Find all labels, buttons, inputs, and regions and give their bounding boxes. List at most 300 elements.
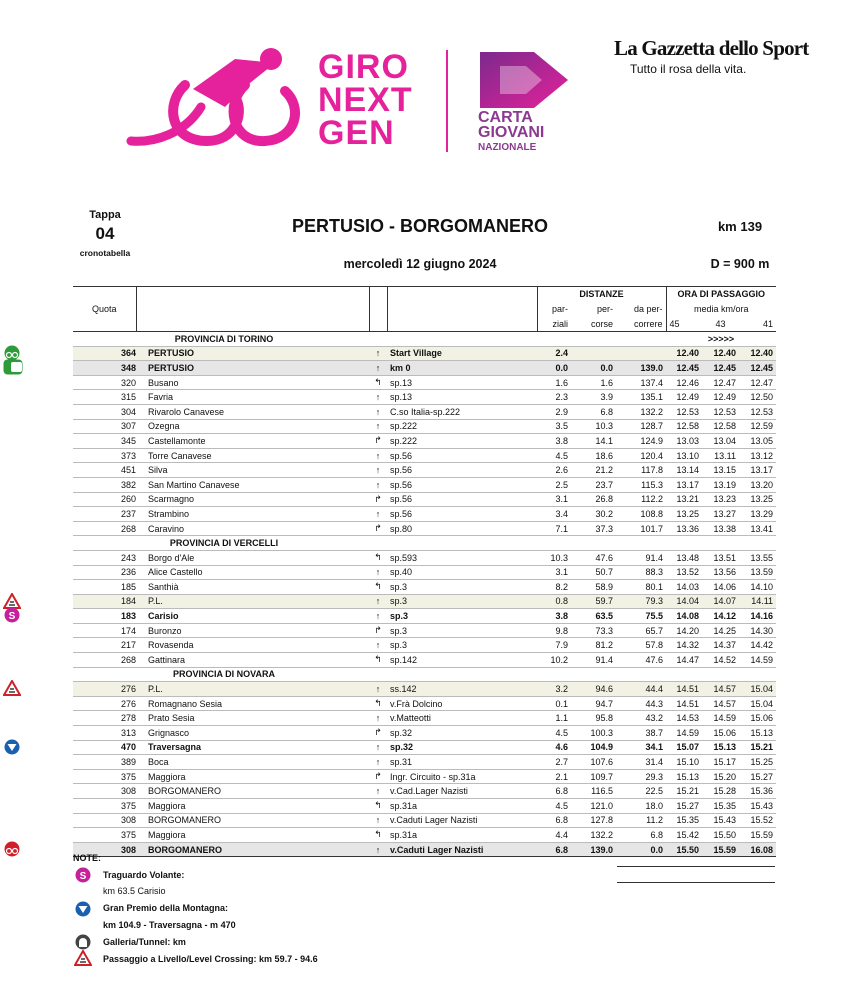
dist-partial: 3.8 [537, 609, 571, 624]
direction-arrow-icon: ↰ [369, 653, 387, 668]
stage-badge [60, 209, 150, 258]
road-name: sp.56 [387, 507, 537, 522]
direction-arrow-icon: ↱ [369, 623, 387, 638]
time-43: 14.06 [702, 580, 739, 595]
gpm-icon [3, 739, 21, 757]
dist-remaining: 137.4 [616, 375, 666, 390]
time-41: 14.30 [739, 623, 776, 638]
time-45: 13.10 [666, 448, 702, 463]
time-41: 15.52 [739, 813, 776, 828]
dist-remaining [616, 346, 666, 361]
time-43: 13.56 [702, 565, 739, 580]
dist-covered: 81.2 [571, 638, 616, 653]
location-name: Rivarolo Canavese [136, 404, 369, 419]
altitude: 308 [120, 815, 136, 826]
road-name: sp.32 [387, 740, 537, 755]
altitude: 174 [120, 625, 136, 636]
province-row [73, 536, 776, 551]
time-45: 13.21 [666, 492, 702, 507]
time-41: 15.13 [739, 726, 776, 741]
note-rule-2 [617, 882, 775, 883]
location-name: Maggiora [136, 769, 369, 784]
dist-remaining: 6.8 [616, 828, 666, 843]
time-43: 12.45 [702, 361, 739, 376]
province-name: PROVINCIA DI NOVARA [136, 667, 369, 682]
dist-remaining: 65.7 [616, 623, 666, 638]
time-41: 12.45 [739, 361, 776, 376]
time-43: 13.11 [702, 448, 739, 463]
dist-covered: 109.7 [571, 769, 616, 784]
table-header-row-1 [73, 287, 776, 302]
note-sprint-detail: km 63.5 Carisio [103, 886, 166, 896]
time-43: 15.06 [702, 726, 739, 741]
dist-partial: 10.3 [537, 550, 571, 565]
time-41: 12.47 [739, 375, 776, 390]
stage-elevation: D = 900 m [710, 257, 770, 271]
dist-covered: 30.2 [571, 507, 616, 522]
table-row [73, 580, 776, 595]
dist-partial: 4.4 [537, 828, 571, 843]
table-row [73, 696, 776, 711]
time-41: 14.11 [739, 594, 776, 609]
time-43: 14.57 [702, 696, 739, 711]
dist-remaining: 101.7 [616, 521, 666, 536]
giro-word-3: GEN [318, 114, 395, 152]
location-name: BORGOMANERO [136, 784, 369, 799]
km0-icon [3, 359, 23, 377]
time-41: 13.25 [739, 492, 776, 507]
dist-remaining: 57.8 [616, 638, 666, 653]
time-43: 13.19 [702, 477, 739, 492]
direction-arrow-icon: ↑ [369, 711, 387, 726]
location-name: Santhià [136, 580, 369, 595]
time-43: 12.53 [702, 404, 739, 419]
dist-covered: 121.0 [571, 799, 616, 814]
dist-remaining: 29.3 [616, 769, 666, 784]
dist-partial: 0.8 [537, 594, 571, 609]
time-43: 14.25 [702, 623, 739, 638]
sprint-icon [3, 607, 21, 625]
altitude: 217 [120, 640, 136, 651]
altitude: 375 [120, 771, 136, 782]
location-name: Gattinara [136, 653, 369, 668]
dist-remaining: 44.4 [616, 682, 666, 697]
time-45: 12.45 [666, 361, 702, 376]
time-45: 14.51 [666, 682, 702, 697]
dist-covered: 63.5 [571, 609, 616, 624]
location-name: Alice Castello [136, 565, 369, 580]
dist-covered: 59.7 [571, 594, 616, 609]
dist-bot-0: ziali [537, 317, 571, 332]
table-row [73, 813, 776, 828]
time-45: 15.21 [666, 784, 702, 799]
time-41: 14.16 [739, 609, 776, 624]
location-name: BORGOMANERO [136, 813, 369, 828]
location-name: P.L. [136, 682, 369, 697]
dist-remaining: 31.4 [616, 755, 666, 770]
time-43: 14.07 [702, 594, 739, 609]
altitude: 276 [120, 698, 136, 709]
province-name: PROVINCIA DI TORINO [136, 332, 369, 347]
dist-covered: 1.6 [571, 375, 616, 390]
road-name: sp.31a [387, 828, 537, 843]
table-row [73, 609, 776, 624]
location-name: Busano [136, 375, 369, 390]
distanze-header: DISTANZE [537, 287, 666, 302]
giro-word-1: GIRO [318, 48, 409, 86]
time-43: 15.17 [702, 755, 739, 770]
time-45: 14.03 [666, 580, 702, 595]
dist-covered: 127.8 [571, 813, 616, 828]
carta-line-2: GIOVANI [478, 124, 545, 141]
carta-giovani-logo-icon [478, 50, 570, 108]
altitude: 315 [120, 392, 136, 403]
direction-arrow-icon: ↑ [369, 419, 387, 434]
table-row [73, 477, 776, 492]
dist-remaining: 139.0 [616, 361, 666, 376]
altitude: 276 [120, 684, 136, 695]
time-43: 12.49 [702, 390, 739, 405]
stage-title: PERTUSIO - BORGOMANERO [291, 216, 548, 236]
level-crossing-icon [3, 680, 21, 698]
direction-arrow-icon: ↱ [369, 521, 387, 536]
location-name: Caravino [136, 521, 369, 536]
dist-covered: 94.6 [571, 682, 616, 697]
carta-line-3: NAZIONALE [478, 142, 537, 153]
notes-title: NOTE: [73, 853, 101, 863]
time-45: 15.07 [666, 740, 702, 755]
road-name: v.Frà Dolcino [387, 696, 537, 711]
time-41: 13.41 [739, 521, 776, 536]
road-name: sp.56 [387, 492, 537, 507]
dist-remaining: 88.3 [616, 565, 666, 580]
table-row [73, 638, 776, 653]
dist-remaining: 44.3 [616, 696, 666, 711]
quota-header: Quota [91, 304, 117, 314]
table-row [73, 550, 776, 565]
table-row [73, 842, 776, 857]
table-row [73, 346, 776, 361]
location-name: Buronzo [136, 623, 369, 638]
location-name: PERTUSIO [136, 361, 369, 376]
dist-remaining: 22.5 [616, 784, 666, 799]
table-row [73, 682, 776, 697]
dist-remaining: 47.6 [616, 653, 666, 668]
road-name: v.Caduti Lager Nazisti [387, 813, 537, 828]
dist-top-0: par- [537, 302, 571, 317]
altitude: 345 [120, 435, 136, 446]
table-row [73, 711, 776, 726]
time-45: 14.51 [666, 696, 702, 711]
direction-arrow-icon: ↑ [369, 404, 387, 419]
road-name: sp.142 [387, 653, 537, 668]
time-43: 13.23 [702, 492, 739, 507]
table-row [73, 769, 776, 784]
time-45: 13.25 [666, 507, 702, 522]
direction-arrow-icon: ↱ [369, 492, 387, 507]
direction-arrows: >>>>> [666, 332, 776, 347]
altitude: 375 [120, 829, 136, 840]
time-45: 14.47 [666, 653, 702, 668]
time-41: 12.40 [739, 346, 776, 361]
dist-remaining: 75.5 [616, 609, 666, 624]
dist-partial: 6.8 [537, 842, 571, 857]
road-name: sp.31a [387, 799, 537, 814]
road-name: sp.56 [387, 463, 537, 478]
note-tunnel-label: Galleria/Tunnel: km [103, 937, 186, 947]
dist-top-2: da per- [633, 304, 663, 314]
dist-bot-1: corse [571, 317, 616, 332]
dist-partial: 3.2 [537, 682, 571, 697]
road-name: v.Caduti Lager Nazisti [387, 842, 537, 857]
dist-partial: 3.5 [537, 419, 571, 434]
dist-partial: 2.9 [537, 404, 571, 419]
time-45: 15.50 [666, 842, 702, 857]
dist-partial: 4.5 [537, 448, 571, 463]
table-header-row-2 [73, 302, 776, 317]
road-name: sp.32 [387, 726, 537, 741]
dist-bot-2: correre [616, 317, 666, 332]
altitude: 373 [120, 450, 136, 461]
table-row [73, 361, 776, 376]
location-name: BORGOMANERO [136, 842, 369, 857]
direction-arrow-icon: ↑ [369, 565, 387, 580]
time-45: 13.14 [666, 463, 702, 478]
location-name: Castellamonte [136, 434, 369, 449]
road-name: C.so Italia-sp.222 [387, 404, 537, 419]
location-name: Borgo d'Ale [136, 550, 369, 565]
cronotabella-table [8, 286, 776, 857]
table-row [73, 375, 776, 390]
time-41: 13.20 [739, 477, 776, 492]
stage-km: km 139 [717, 219, 763, 234]
time-41: 12.50 [739, 390, 776, 405]
location-name: Romagnano Sesia [136, 696, 369, 711]
location-name: Maggiora [136, 799, 369, 814]
dist-covered: 37.3 [571, 521, 616, 536]
road-name: v.Cad.Lager Nazisti [387, 784, 537, 799]
time-43: 12.40 [702, 346, 739, 361]
time-45: 14.59 [666, 726, 702, 741]
table-row [73, 784, 776, 799]
dist-covered: 0.0 [571, 361, 616, 376]
time-41: 13.17 [739, 463, 776, 478]
time-45: 14.20 [666, 623, 702, 638]
altitude: 364 [120, 348, 136, 359]
altitude: 313 [120, 727, 136, 738]
province-row [73, 667, 776, 682]
direction-arrow-icon: ↑ [369, 638, 387, 653]
dist-partial: 0.0 [537, 361, 571, 376]
dist-covered: 100.3 [571, 726, 616, 741]
direction-arrow-icon: ↑ [369, 609, 387, 624]
direction-arrow-icon: ↰ [369, 828, 387, 843]
table-row [73, 521, 776, 536]
time-43: 15.50 [702, 828, 739, 843]
dist-remaining: 124.9 [616, 434, 666, 449]
dist-partial: 4.6 [537, 740, 571, 755]
dist-partial: 1.1 [537, 711, 571, 726]
dist-partial: 8.2 [537, 580, 571, 595]
dist-covered: 14.1 [571, 434, 616, 449]
time-41: 13.05 [739, 434, 776, 449]
time-41: 14.42 [739, 638, 776, 653]
direction-arrow-icon: ↑ [369, 813, 387, 828]
time-43: 15.28 [702, 784, 739, 799]
dist-partial: 2.3 [537, 390, 571, 405]
location-name: Torre Canavese [136, 448, 369, 463]
road-name: sp.31 [387, 755, 537, 770]
altitude: 236 [120, 567, 136, 578]
direction-arrow-icon: ↑ [369, 507, 387, 522]
logo-divider [446, 50, 448, 152]
road-name: sp.3 [387, 609, 537, 624]
level-crossing-icon [74, 950, 92, 966]
road-name: Start Village [387, 346, 537, 361]
dist-partial: 2.4 [537, 346, 571, 361]
time-43: 12.47 [702, 375, 739, 390]
time-45: 14.32 [666, 638, 702, 653]
speed-1: 43 [702, 317, 739, 332]
carta-line-1: CARTA [478, 109, 533, 126]
altitude: 237 [120, 508, 136, 519]
dist-covered: 132.2 [571, 828, 616, 843]
ora-header: ORA DI PASSAGGIO [666, 287, 776, 302]
time-43: 14.59 [702, 711, 739, 726]
dist-covered: 91.4 [571, 653, 616, 668]
altitude: 308 [120, 786, 136, 797]
road-name: sp.56 [387, 477, 537, 492]
table-row [73, 463, 776, 478]
time-45: 12.46 [666, 375, 702, 390]
dist-covered: 58.9 [571, 580, 616, 595]
dist-covered: 3.9 [571, 390, 616, 405]
dist-partial: 1.6 [537, 375, 571, 390]
time-43: 15.35 [702, 799, 739, 814]
time-45: 13.48 [666, 550, 702, 565]
road-name: sp.56 [387, 448, 537, 463]
time-41: 12.53 [739, 404, 776, 419]
location-name: Grignasco [136, 726, 369, 741]
direction-arrow-icon: ↑ [369, 784, 387, 799]
stage-number: 04 [95, 224, 115, 243]
time-43: 13.15 [702, 463, 739, 478]
road-name: sp.80 [387, 521, 537, 536]
note-sprint-label: Traguardo Volante: [103, 870, 185, 880]
road-name: sp.3 [387, 594, 537, 609]
altitude: 243 [120, 552, 136, 563]
altitude: 268 [120, 654, 136, 665]
direction-arrow-icon: ↑ [369, 346, 387, 361]
time-41: 15.43 [739, 799, 776, 814]
tappa-label: Tappa [89, 209, 121, 221]
road-name: sp.3 [387, 623, 537, 638]
dist-partial: 3.1 [537, 492, 571, 507]
location-name: P.L. [136, 594, 369, 609]
direction-arrow-icon: ↑ [369, 463, 387, 478]
dist-partial: 2.5 [537, 477, 571, 492]
dist-covered: 107.6 [571, 755, 616, 770]
time-43: 13.04 [702, 434, 739, 449]
dist-remaining: 115.3 [616, 477, 666, 492]
table-row [73, 799, 776, 814]
media-header: media km/ora [666, 302, 776, 317]
direction-arrow-icon: ↑ [369, 755, 387, 770]
location-name: Prato Sesia [136, 711, 369, 726]
note-gpm-label: Gran Premio della Montagna: [103, 903, 229, 913]
gazzetta-logo: La Gazzetta dello Sport [614, 36, 809, 60]
dist-covered: 21.2 [571, 463, 616, 478]
location-name: Ozegna [136, 419, 369, 434]
road-name: sp.3 [387, 638, 537, 653]
road-name: sp.593 [387, 550, 537, 565]
direction-arrow-icon: ↱ [369, 434, 387, 449]
dist-remaining: 34.1 [616, 740, 666, 755]
dist-covered: 10.3 [571, 419, 616, 434]
dist-remaining: 108.8 [616, 507, 666, 522]
location-name: Rovasenda [136, 638, 369, 653]
tunnel-icon [75, 934, 91, 950]
road-name: sp.13 [387, 375, 537, 390]
time-45: 15.13 [666, 769, 702, 784]
time-41: 14.59 [739, 653, 776, 668]
dist-partial: 3.1 [537, 565, 571, 580]
dist-covered: 94.7 [571, 696, 616, 711]
dist-partial: 2.1 [537, 769, 571, 784]
time-45: 12.53 [666, 404, 702, 419]
time-43: 13.27 [702, 507, 739, 522]
dist-covered: 47.6 [571, 550, 616, 565]
giro-cyclist-logo [125, 45, 310, 153]
dist-partial: 9.8 [537, 623, 571, 638]
direction-arrow-icon: ↑ [369, 390, 387, 405]
dist-remaining: 91.4 [616, 550, 666, 565]
time-45: 12.58 [666, 419, 702, 434]
dist-remaining: 0.0 [616, 842, 666, 857]
altitude: 451 [120, 465, 136, 476]
time-45: 14.04 [666, 594, 702, 609]
direction-arrow-icon: ↰ [369, 799, 387, 814]
dist-partial: 4.5 [537, 726, 571, 741]
time-43: 15.59 [702, 842, 739, 857]
time-45: 13.52 [666, 565, 702, 580]
table-row [73, 565, 776, 580]
dist-partial: 4.5 [537, 799, 571, 814]
road-name: sp.222 [387, 434, 537, 449]
table-row [73, 419, 776, 434]
dist-remaining: 79.3 [616, 594, 666, 609]
location-name: Favria [136, 390, 369, 405]
road-name: v.Matteotti [387, 711, 537, 726]
direction-arrow-icon: ↑ [369, 477, 387, 492]
dist-partial: 10.2 [537, 653, 571, 668]
time-45: 13.03 [666, 434, 702, 449]
dist-remaining: 112.2 [616, 492, 666, 507]
road-name: Ingr. Circuito - sp.31a [387, 769, 537, 784]
time-41: 13.12 [739, 448, 776, 463]
direction-arrow-icon: ↱ [369, 769, 387, 784]
time-43: 15.20 [702, 769, 739, 784]
province-name: PROVINCIA DI VERCELLI [136, 536, 369, 551]
dist-partial: 7.9 [537, 638, 571, 653]
location-name: Silva [136, 463, 369, 478]
direction-arrow-icon: ↰ [369, 375, 387, 390]
altitude: 304 [120, 406, 136, 417]
dist-covered: 139.0 [571, 842, 616, 857]
direction-arrow-icon: ↑ [369, 594, 387, 609]
time-45: 15.42 [666, 828, 702, 843]
location-name: Carisio [136, 609, 369, 624]
